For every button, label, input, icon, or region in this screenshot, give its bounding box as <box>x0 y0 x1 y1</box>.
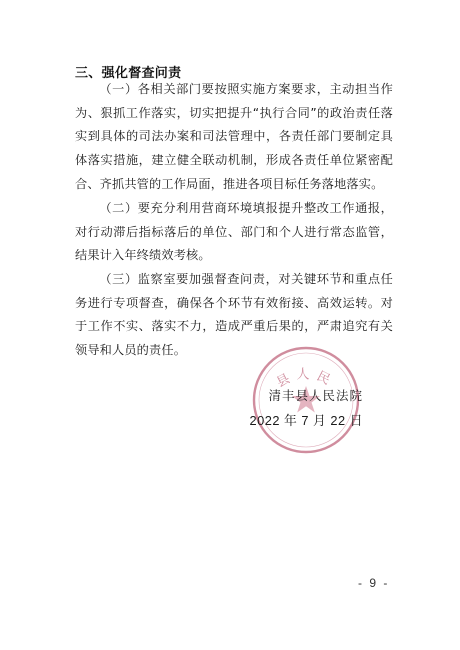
paragraph-3: （三）监察室要加强督查问责，对关键环节和重点任务进行专项督查，确保各个环节有效衔接、高效运转。对于工作不实、落实不力，造成严重后果的，严肃追究有关领导和人员的责任。 <box>75 272 393 358</box>
paragraph-1: （一）各相关部门要按照实施方案要求，主动担当作为、狠抓工作落实，切实把提升“执行合同”的政治责任落实到具体的司法办案和司法管理中，各责任部门要制定具体落实措施，建立健全联动机制，形成各责任单位紧密配合、齐抓共管的工作局面，推进各项目标任务落地落实。 <box>75 82 393 191</box>
signature-court: 清丰县人民法院 <box>268 388 363 403</box>
paragraph-2: （二）要充分利用营商环境填报提升整改工作通报，对行动滞后指标落后的单位、部门和个人进行常态监管，结果计入年终绩效考核。 <box>75 201 393 263</box>
signature-date: 2022 年 7 月 22 日 <box>249 413 363 428</box>
seal-text: 县人民 <box>274 367 338 391</box>
page-number: - 9 - <box>358 576 390 590</box>
section-heading: 三、强化督查问责 <box>75 66 182 81</box>
